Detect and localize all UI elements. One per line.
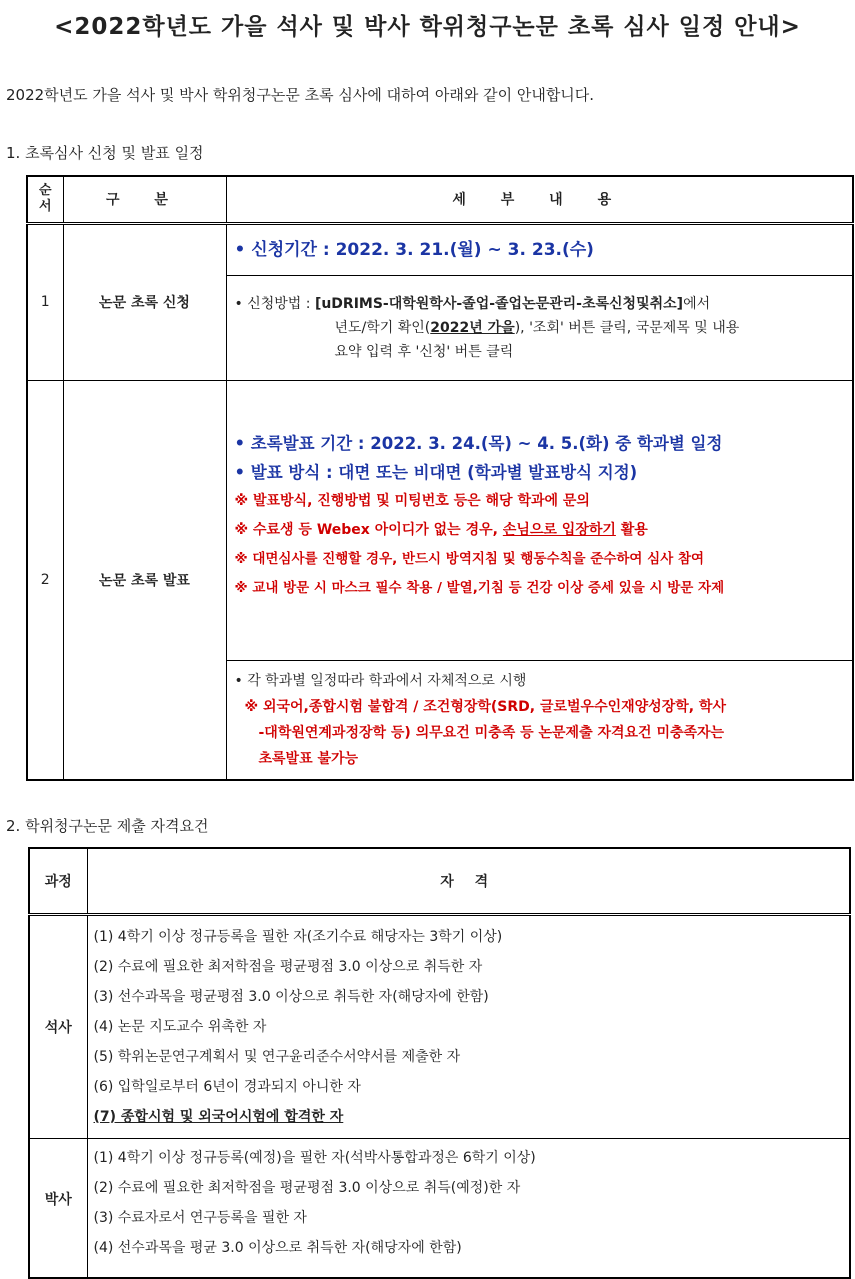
section1-heading: 1. 초록심사 신청 및 발표 일정	[6, 144, 204, 162]
doctoral-row	[29, 1138, 850, 1278]
row1-top	[27, 223, 853, 275]
dept-schedule-note: • 각 학과별 일정따라 학과에서 자체적으로 시행	[234, 672, 527, 689]
section2-heading: 2. 학위청구논문 제출 자격요건	[6, 817, 209, 835]
note-webex: ※ 수료생 등 Webex 아이디가 없는 경우, 손님으로 입장하기 활용	[234, 521, 648, 538]
application-period: • 신청기간 : 2022. 3. 21.(월) ~ 3. 23.(수)	[234, 239, 594, 260]
note-mask: ※ 교내 방문 시 마스크 필수 착용 / 발열,기침 등 건강 이상 증세 있을 시 방문 자제	[234, 579, 725, 596]
masters-list	[87, 914, 850, 1138]
masters-item: (5) 학위논문연구계획서 및 연구윤리준수서약서를 제출한 자	[93, 1048, 461, 1065]
schedule-table	[26, 175, 854, 781]
doctoral-item: (4) 선수과목을 평균 3.0 이상으로 취득한 자(해당자에 한함)	[93, 1239, 462, 1256]
doctoral-item: (3) 수료자로서 연구등록을 필한 자	[93, 1209, 307, 1226]
ineligible-note-3: 초록발표 불가능	[258, 750, 359, 767]
row2-order: 2	[27, 380, 63, 780]
doctoral-item: (2) 수료에 필요한 최저학점을 평균평점 3.0 이상으로 취득(예정)한 자	[93, 1179, 521, 1196]
header-course: 과정	[29, 848, 87, 914]
row1-category: 논문 초록 신청	[63, 223, 226, 380]
presentation-method: • 발표 방식 : 대면 또는 비대면 (학과별 발표방식 지정)	[234, 462, 638, 482]
header-details: 세 부 내 용	[226, 176, 853, 223]
header-order: 순서	[27, 176, 63, 223]
intro-text: 2022학년도 가을 석사 및 박사 학위청구논문 초록 심사에 대하여 아래와 같이 안내합니다.	[6, 86, 595, 104]
header-qualification: 자 격	[87, 848, 850, 914]
ineligible-note-1: ※ 외국어,종합시험 불합격 / 조건형장학(SRD, 글로벌우수인재양성장학, 학사	[244, 698, 726, 715]
doctoral-item: (1) 4학기 이상 정규등록(예정)을 필한 자(석박사통합과정은 6학기 이상)	[93, 1149, 536, 1166]
masters-item: (3) 선수과목을 평균평점 3.0 이상으로 취득한 자(해당자에 한함)	[93, 988, 489, 1005]
qualification-header-row	[29, 848, 850, 914]
method-label: • 신청방법 :	[234, 295, 311, 312]
method-2a: 년도/학기 확인(	[334, 319, 431, 336]
ineligible-note-2: -대학원연계과정장학 등) 의무요건 미충족 등 논문제출 자격요건 미충족자는	[258, 724, 725, 741]
method-2b: ), '조회' 버튼 클릭, 국문제목 및 내용	[514, 319, 740, 336]
row2-notes	[226, 660, 853, 780]
doctoral-label: 박사	[29, 1138, 87, 1278]
masters-item: (2) 수료에 필요한 최저학점을 평균평점 3.0 이상으로 취득한 자	[93, 958, 483, 975]
row1-method	[226, 275, 853, 380]
row1-period	[226, 223, 853, 275]
page-title: <2022학년도 가을 석사 및 박사 학위청구논문 초록 심사 일정 안내>	[54, 14, 801, 40]
row2-top	[27, 380, 853, 660]
masters-item: (7) 종합시험 및 외국어시험에 합격한 자	[93, 1108, 344, 1125]
header-category: 구 분	[63, 176, 226, 223]
presentation-period: • 초록발표 기간 : 2022. 3. 24.(목) ~ 4. 5.(화) 중 학과별 일정	[234, 433, 723, 453]
guest-join-text: 손님으로 입장하기	[502, 521, 616, 538]
doctoral-list	[87, 1138, 850, 1278]
qualification-table	[28, 847, 851, 1279]
method-2u: 2022년 가을	[430, 319, 515, 336]
note-quarantine: ※ 대면심사를 진행할 경우, 반드시 방역지침 및 행동수칙을 준수하여 심사 참여	[234, 550, 705, 567]
masters-label: 석사	[29, 914, 87, 1138]
row2-category: 논문 초록 발표	[63, 380, 226, 780]
method-3: 요약 입력 후 '신청' 버튼 클릭	[334, 343, 514, 360]
masters-item: (4) 논문 지도교수 위촉한 자	[93, 1018, 267, 1035]
method-1b: 에서	[683, 295, 711, 312]
row1-order: 1	[27, 223, 63, 380]
masters-row	[29, 914, 850, 1138]
schedule-header-row	[27, 176, 853, 223]
masters-item: (6) 입학일로부터 6년이 경과되지 아니한 자	[93, 1078, 361, 1095]
masters-item: (1) 4학기 이상 정규등록을 필한 자(조기수료 해당자는 3학기 이상)	[93, 928, 503, 945]
method-path: [uDRIMS-대학원학사-졸업-졸업논문관리-초록신청및취소]	[314, 295, 684, 312]
row2-details	[226, 380, 853, 660]
note-contact: ※ 발표방식, 진행방법 및 미팅번호 등은 해당 학과에 문의	[234, 492, 590, 509]
